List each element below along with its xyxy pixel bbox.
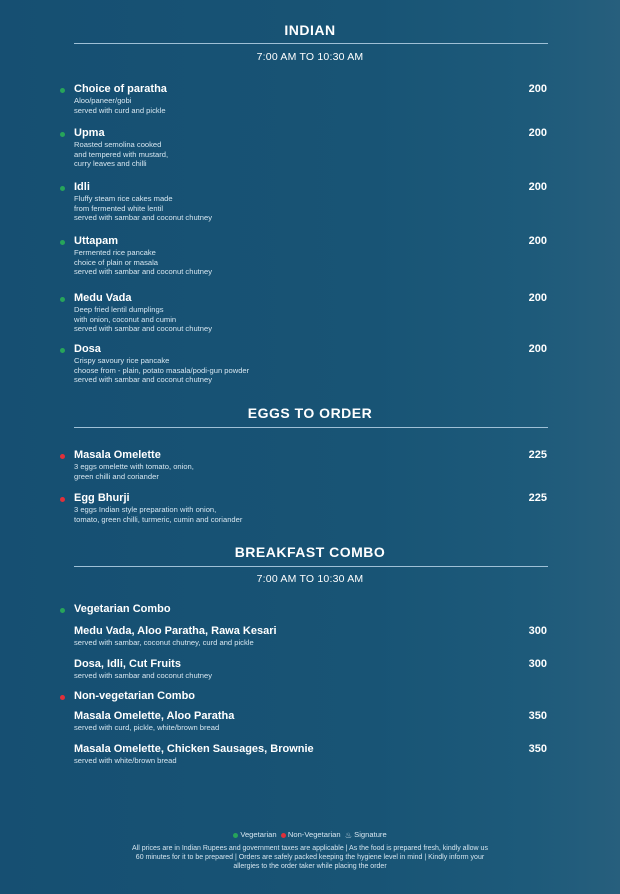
legend-nonveg-label: Non-Vegetarian xyxy=(287,830,341,839)
item-description-line: Roasted semolina cooked xyxy=(74,140,162,149)
item-name: Uttapam xyxy=(74,235,119,247)
nonveg-dot-icon xyxy=(60,454,65,459)
item-description-line: served with sambar and coconut chutney xyxy=(74,213,213,223)
legend-signature-label: Signature xyxy=(354,830,387,839)
item-description-line: Fermented rice pancake xyxy=(74,248,156,257)
item-description-line: served with sambar and coconut chutney xyxy=(74,375,213,385)
item-price: 200 xyxy=(528,292,547,304)
item-description-line: from fermented white lentil xyxy=(74,203,164,213)
veg-dot-icon xyxy=(60,608,65,613)
item-description-line: 3 eggs Indian style preparation with onion, xyxy=(74,505,217,514)
item-name: Masala Omelette, Aloo Paratha xyxy=(74,710,235,722)
item-description-line: Deep fried lentil dumplings xyxy=(74,305,164,314)
item-description-line: 3 eggs omelette with tomato, onion, xyxy=(74,462,194,471)
item-description xyxy=(74,140,168,169)
item-price: 200 xyxy=(528,343,547,355)
disclaimer-line: allergies to the order taker while placing the order xyxy=(233,863,387,871)
item-description xyxy=(74,356,249,385)
item-description xyxy=(74,96,166,115)
item-description xyxy=(74,723,219,733)
item-name: Masala Omelette xyxy=(74,449,161,461)
item-name: Egg Bhurji xyxy=(74,492,130,504)
item-description-line: curry leaves and chilli xyxy=(74,159,147,169)
disclaimer-line: 60 minutes for it to be prepared | Orders are safely packed keeping the hygiene level in mind | Kindly inform your xyxy=(135,854,485,862)
item-description-line: choice of plain or masala xyxy=(74,257,158,267)
item-price: 200 xyxy=(528,83,547,95)
item-price: 300 xyxy=(528,658,547,670)
veg-dot-icon xyxy=(60,240,65,245)
nonveg-dot-icon xyxy=(60,497,65,502)
hours-combo: 7:00 AM TO 10:30 AM xyxy=(256,573,364,585)
item-price: 350 xyxy=(528,743,547,755)
item-price: 350 xyxy=(528,710,547,722)
item-name: Medu Vada xyxy=(74,292,132,304)
item-description-line: tomato, green chilli, turmeric, cumin and coriander xyxy=(74,514,243,524)
item-price: 300 xyxy=(528,625,547,637)
item-description xyxy=(74,462,194,481)
section-title-eggs: EGGS TO ORDER xyxy=(247,405,373,421)
item-description-line: served with sambar and coconut chutney xyxy=(74,324,213,334)
item-description xyxy=(74,248,212,277)
legend xyxy=(60,830,560,840)
chef-hat-icon: ♨ xyxy=(344,830,353,840)
item-description-line: served with sambar and coconut chutney xyxy=(74,267,213,277)
item-description-line: served with sambar and coconut chutney xyxy=(74,671,213,680)
nonveg-dot-icon xyxy=(60,695,65,700)
veg-dot-icon xyxy=(60,88,65,93)
section-title-indian: INDIAN xyxy=(284,22,336,38)
disclaimer xyxy=(95,844,525,872)
legend-veg-label: Vegetarian xyxy=(240,830,277,839)
item-name: Upma xyxy=(74,127,105,139)
veg-dot-icon xyxy=(60,297,65,302)
combo-heading-label: Non-vegetarian Combo xyxy=(74,690,196,702)
item-name: Choice of paratha xyxy=(74,83,167,95)
section-title-combo: BREAKFAST COMBO xyxy=(234,544,386,560)
item-price: 225 xyxy=(528,492,547,504)
item-name: Idli xyxy=(74,181,90,193)
item-description-line: Fluffy steam rice cakes made xyxy=(74,194,173,203)
nonveg-dot-icon xyxy=(281,833,286,838)
item-name: Dosa, Idli, Cut Fruits xyxy=(74,658,181,670)
veg-dot-icon xyxy=(60,348,65,353)
item-description-line: served with curd and pickle xyxy=(74,105,166,115)
item-description-line: choose from - plain, potato masala/podi-gun powder xyxy=(74,365,250,375)
divider xyxy=(74,566,548,567)
item-description-line: served with curd, pickle, white/brown bread xyxy=(74,723,220,732)
item-description xyxy=(74,305,212,334)
item-description-line: and tempered with mustard, xyxy=(74,149,169,159)
item-description-line: served with white/brown bread xyxy=(74,756,177,765)
disclaimer-line: All prices are in Indian Rupees and government taxes are applicable | As the food is prepared fresh, kindly allow us xyxy=(132,845,488,852)
item-description-line: served with sambar, coconut chutney, curd and pickle xyxy=(74,638,254,647)
veg-dot-icon xyxy=(60,132,65,137)
veg-dot-icon xyxy=(233,833,238,838)
item-description xyxy=(74,756,177,766)
item-price: 200 xyxy=(528,235,547,247)
item-name: Dosa xyxy=(74,343,101,355)
divider xyxy=(74,427,548,428)
combo-heading-label: Vegetarian Combo xyxy=(74,603,171,615)
item-description xyxy=(74,194,212,223)
item-name: Medu Vada, Aloo Paratha, Rawa Kesari xyxy=(74,625,277,637)
item-price: 225 xyxy=(528,449,547,461)
item-description xyxy=(74,638,254,648)
item-description-line: with onion, coconut and cumin xyxy=(74,314,177,324)
item-description xyxy=(74,505,242,524)
item-name: Masala Omelette, Chicken Sausages, Brownie xyxy=(74,743,314,755)
divider xyxy=(74,43,548,44)
item-description xyxy=(74,671,212,681)
veg-dot-icon xyxy=(60,186,65,191)
item-description-line: Crispy savoury rice pancake xyxy=(74,356,170,365)
item-description-line: green chilli and coriander xyxy=(74,471,159,481)
item-price: 200 xyxy=(528,181,547,193)
hours-indian: 7:00 AM TO 10:30 AM xyxy=(256,51,364,63)
item-description-line: Aloo/paneer/gobi xyxy=(74,96,132,105)
item-price: 200 xyxy=(528,127,547,139)
